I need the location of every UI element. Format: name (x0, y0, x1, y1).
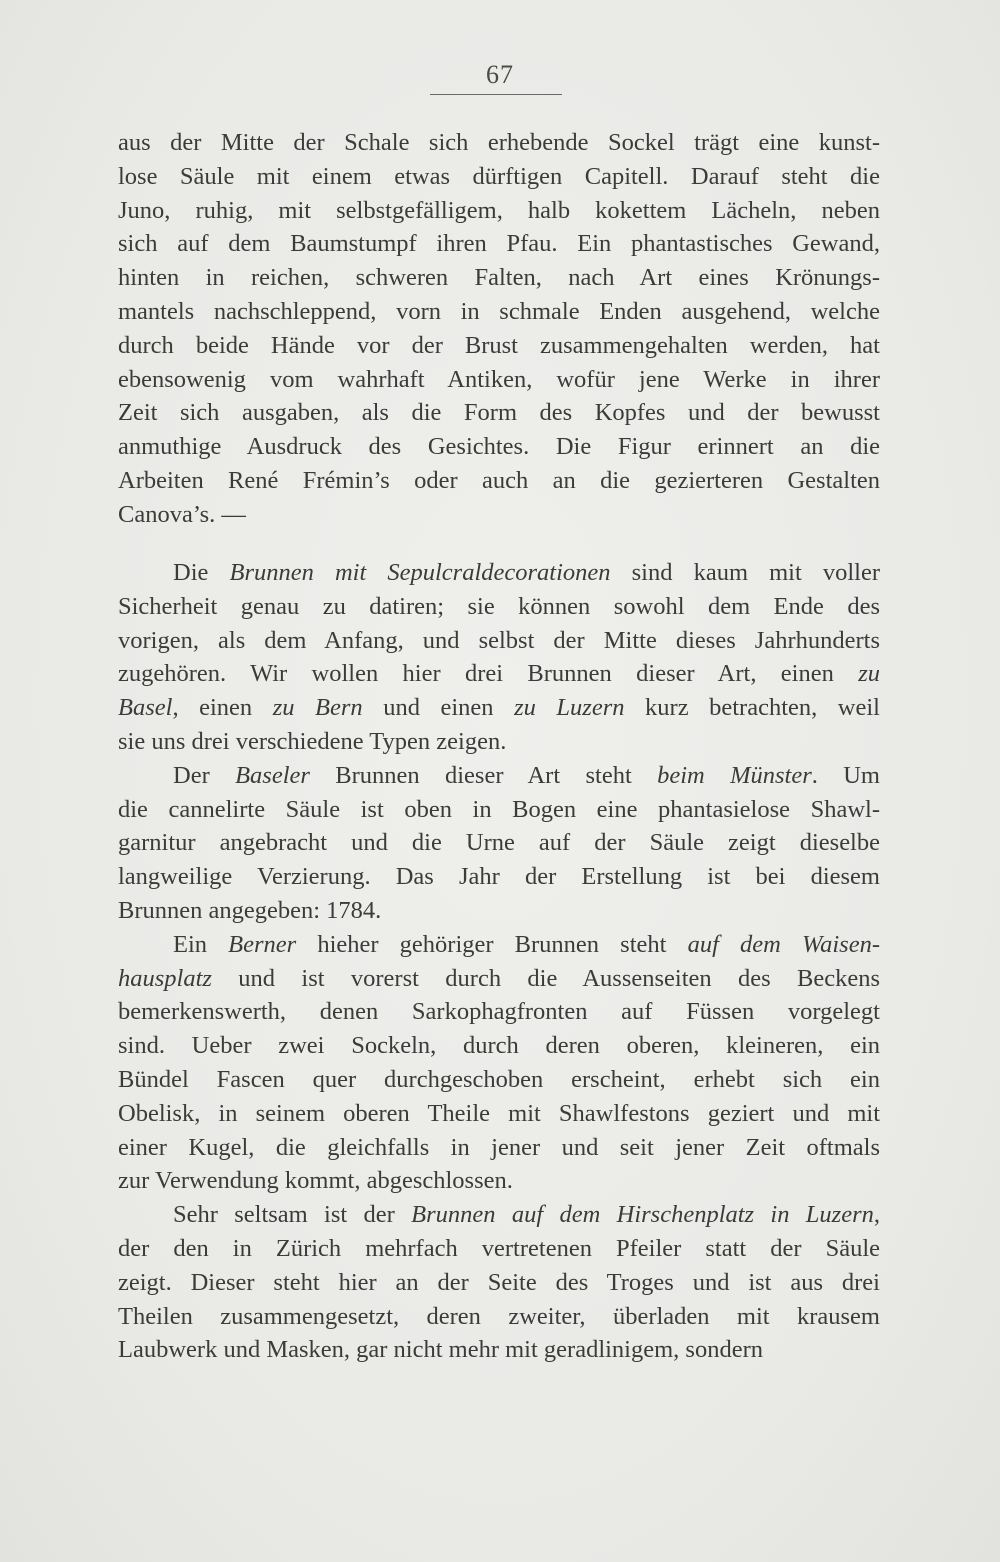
text-line: ebensowenig vom wahrhaft Antiken, wofür jene Werke in ihrer (118, 365, 880, 393)
italic-text: Basel (118, 694, 173, 722)
text-line: der den in Zürich mehrfach vertretenen Pfeiler statt der Säule (118, 1234, 880, 1262)
italic-text: beim Münster (657, 761, 812, 789)
text-line: Theilen zusammengesetzt, deren zweiter, überladen mit krausem (118, 1302, 880, 1330)
italic-text: auf dem Waisen- (687, 930, 880, 958)
text-line: mantels nachschleppend, vorn in schmale Enden ausgehend, welche (118, 297, 880, 325)
text-line: hausplatz und ist vorerst durch die Aussenseiten des Beckens (118, 964, 880, 992)
text-line: Arbeiten René Frémin’s oder auch an die gezierteren Gestalten (118, 466, 880, 494)
text-line: bemerkenswerth, denen Sarkophagfronten auf Füssen vorgelegt (118, 998, 880, 1026)
text-line: Obelisk, in seinem oberen Theile mit Shawlfestons geziert und mit (118, 1099, 880, 1127)
text-line: sie uns drei verschiedene Typen zeigen. (118, 727, 507, 755)
text-line: Ein Berner hieher gehöriger Brunnen steht auf dem Waisen- (173, 930, 880, 958)
text-line: vorigen, als dem Anfang, und selbst der Mitte dieses Jahrhunderts (118, 626, 880, 654)
text-line: durch beide Hände vor der Brust zusammengehalten werden, hat (118, 331, 880, 359)
italic-text: Brunnen mit Sepulcraldecorationen (229, 559, 611, 586)
text-line: Sehr seltsam ist der Brunnen auf dem Hirschenplatz in Luzern, (173, 1201, 880, 1229)
text-line: Basel, einen zu Bern und einen zu Luzern kurz betrachten, weil (118, 694, 880, 722)
text-line: hinten in reichen, schweren Falten, nach Art eines Krönungs- (118, 264, 880, 292)
text-line: zur Verwendung kommt, abgeschlossen. (118, 1167, 513, 1195)
paragraph (118, 759, 880, 928)
text-line: aus der Mitte der Schale sich erhebende Sockel trägt eine kunst- (118, 129, 880, 156)
text-line: Die Brunnen mit Sepulcraldecorationen sind kaum mit voller (173, 559, 881, 586)
text-line: sind. Ueber zwei Sockeln, durch deren oberen, kleineren, ein (118, 1032, 880, 1060)
text-line: garnitur angebracht und die Urne auf der Säule zeigt dieselbe (118, 829, 880, 857)
text-line: zeigt. Dieser steht hier an der Seite des Troges und ist aus drei (118, 1268, 880, 1296)
italic-text: Berner (228, 930, 297, 958)
text-line: die cannelirte Säule ist oben in Bogen eine phantasielose Shawl- (118, 795, 880, 823)
header-rule (430, 94, 562, 95)
text-line: Der Baseler Brunnen dieser Art steht beim Münster. Um (173, 761, 880, 789)
paragraph (118, 928, 880, 1198)
italic-text: Brunnen auf dem Hirschenplatz in Luzern (411, 1201, 874, 1229)
text-line: Laubwerk und Masken, gar nicht mehr mit geradlinigem, sondern (118, 1336, 763, 1364)
italic-text: hausplatz (118, 964, 212, 992)
italic-text: zu Bern (272, 694, 363, 722)
italic-text: zu Luzern (514, 694, 625, 722)
text-block-upper (118, 126, 880, 532)
italic-text: Baseler (235, 761, 310, 789)
text-line: Bündel Fascen quer durchgeschoben erscheint, erhebt sich ein (118, 1065, 880, 1093)
text-line: Canova’s. — (118, 500, 246, 528)
text-line: einer Kugel, die gleichfalls in jener und seit jener Zeit oftmals (118, 1133, 880, 1161)
text-line: Sicherheit genau zu datiren; sie können sowohl dem Ende des (118, 592, 880, 620)
paragraph (118, 1198, 880, 1367)
text-line: Juno, ruhig, mit selbstgefälligem, halb kokettem Lächeln, neben (118, 196, 880, 224)
page-number: 67 (486, 60, 514, 89)
text-block-lower (118, 556, 880, 1367)
text-line: Zeit sich ausgaben, als die Form des Kopfes und der bewusst (118, 399, 880, 427)
text-line: langweilige Verzierung. Das Jahr der Erstellung ist bei diesem (118, 863, 880, 891)
text-line: zugehören. Wir wollen hier drei Brunnen dieser Art, einen zu (118, 660, 880, 688)
text-line: anmuthige Ausdruck des Gesichtes. Die Figur erinnert an die (118, 433, 880, 461)
paragraph (118, 556, 880, 759)
text-line: Brunnen angegeben: 1784. (118, 896, 382, 924)
text-line: lose Säule mit einem etwas dürftigen Capitell. Darauf steht die (118, 162, 880, 190)
paragraph (118, 126, 880, 532)
text-line: sich auf dem Baumstumpf ihren Pfau. Ein phantastisches Gewand, (118, 230, 880, 258)
italic-text: zu (858, 660, 880, 688)
